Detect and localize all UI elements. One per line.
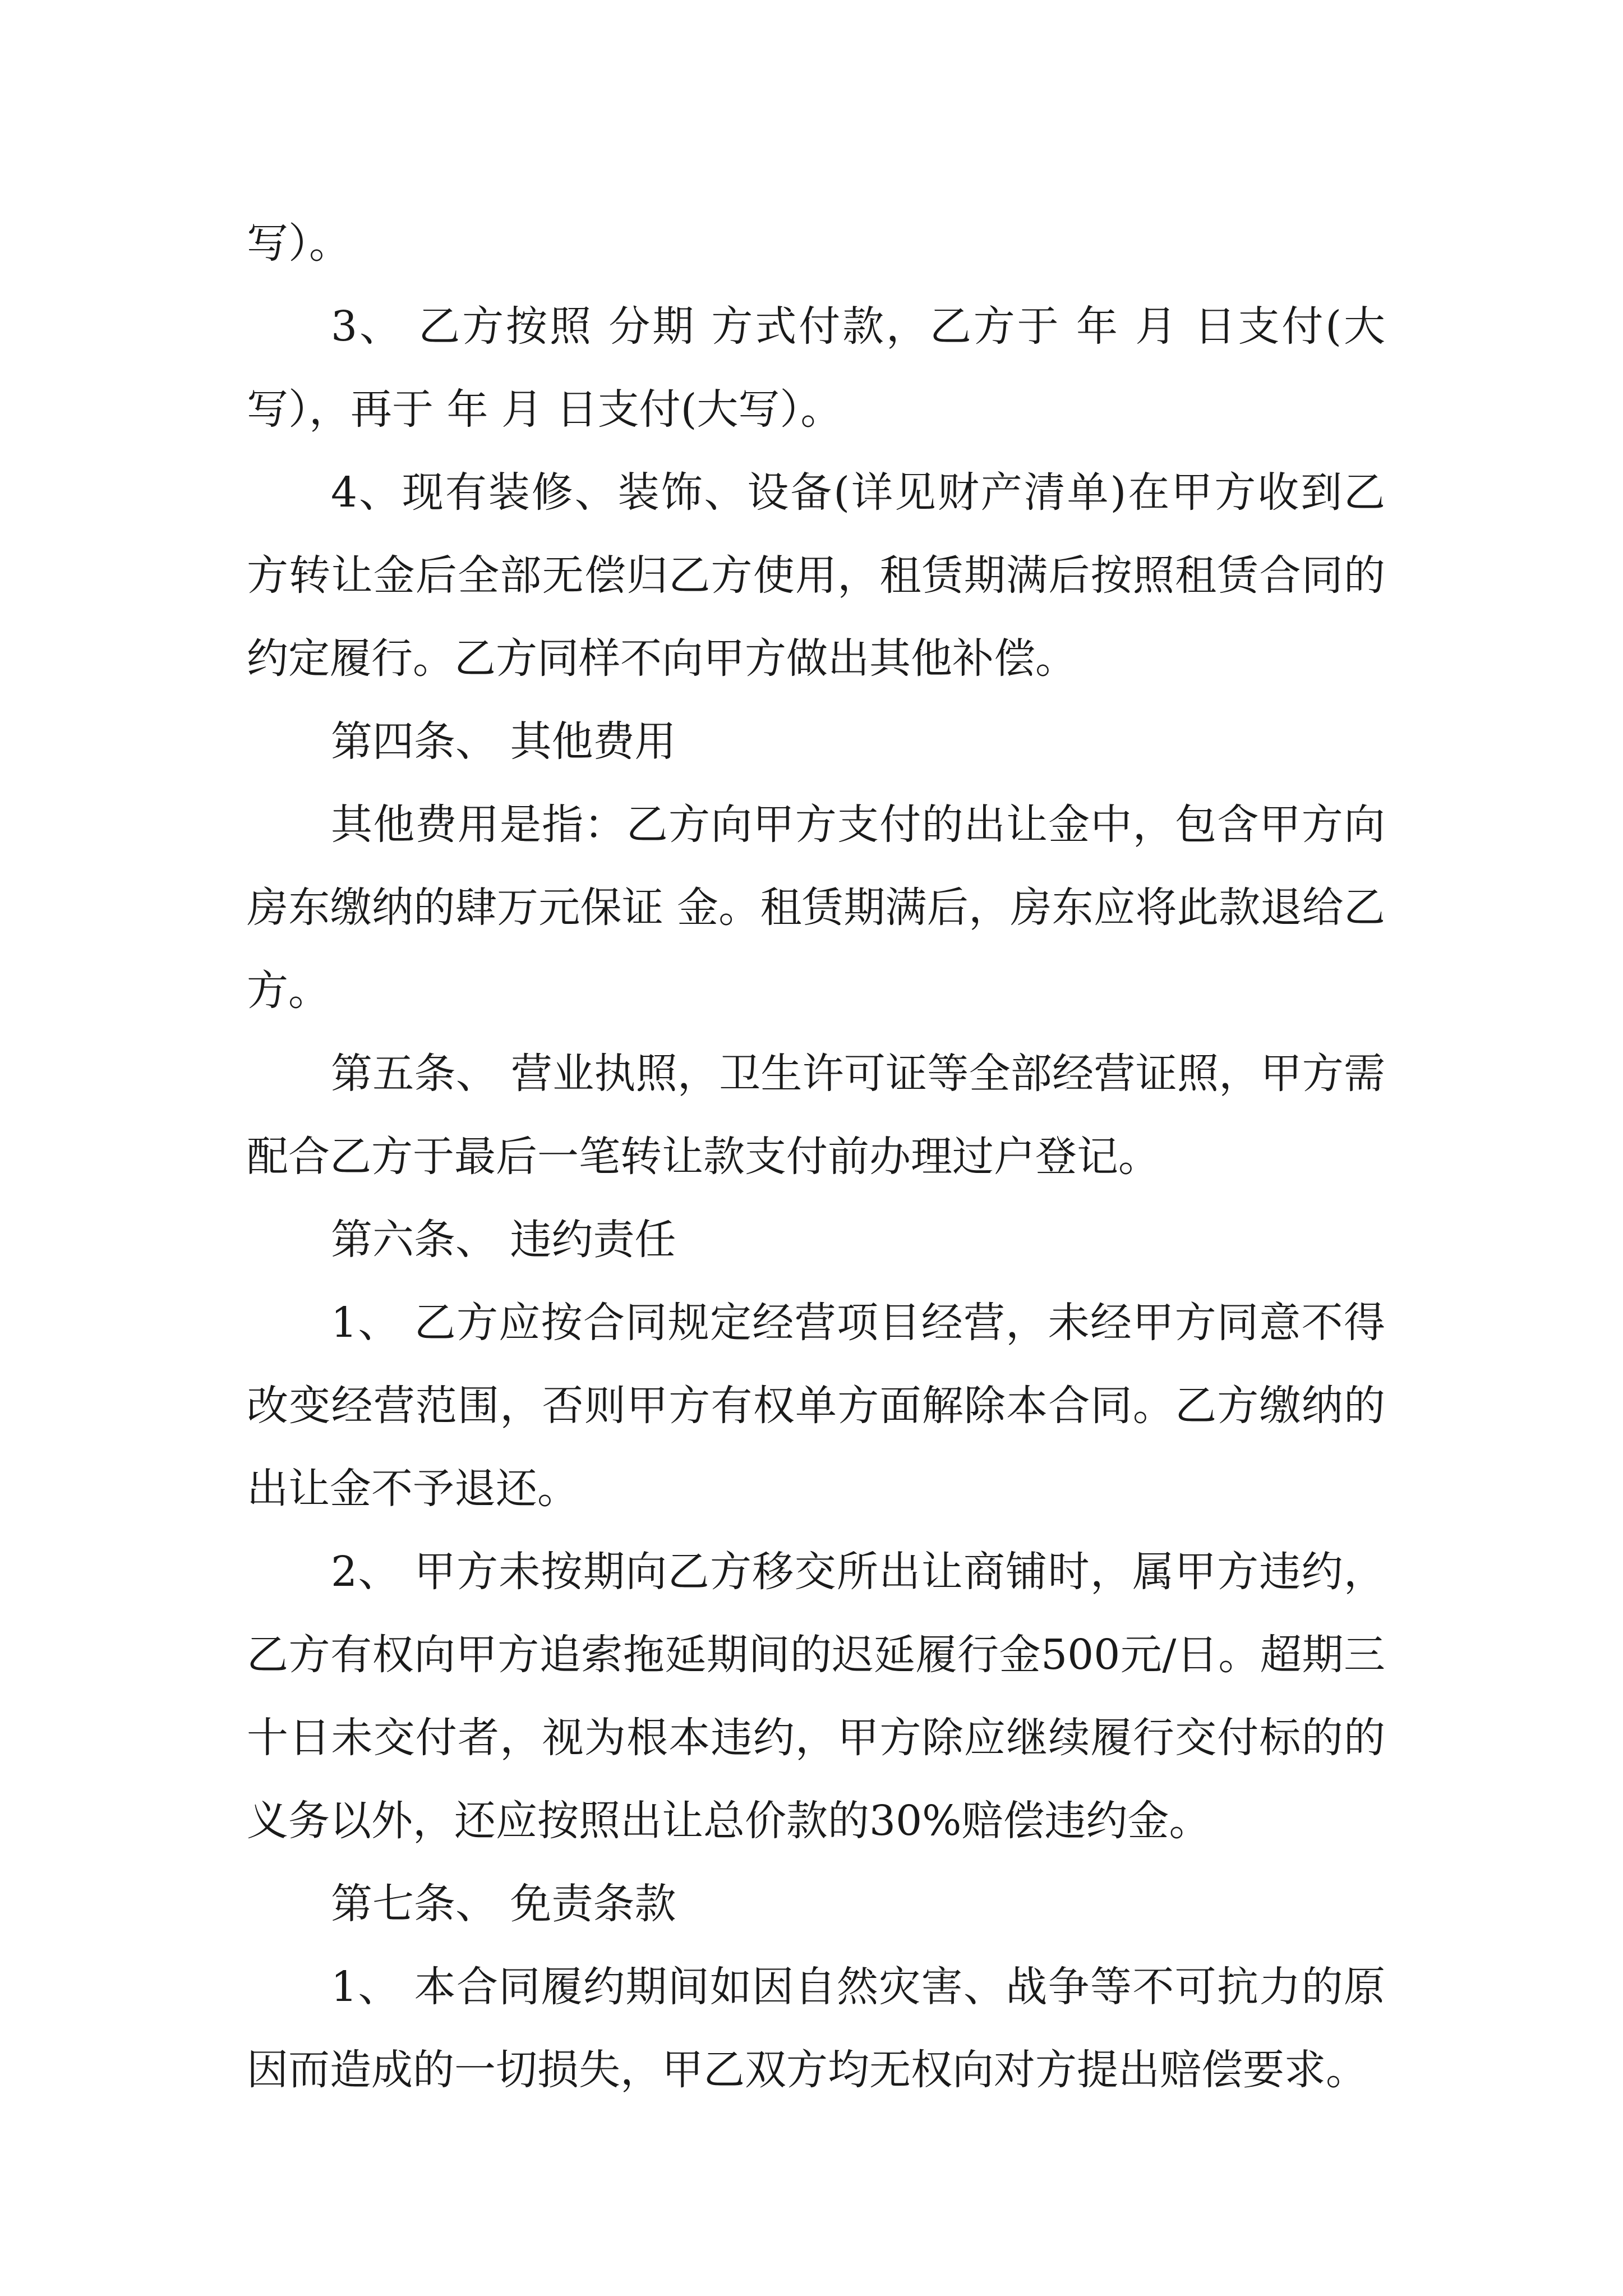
heading-article-6: 第六条、 违约责任 [331, 1216, 676, 1264]
heading-article-7: 第七条、 免责条款 [331, 1880, 676, 1928]
paragraph-other-fees: 其他费用是指：乙方向甲方支付的出让金中，包含甲方向房东缴纳的肆万元保证 金。租赁期满后，房东应将此款退给乙方。 [247, 800, 1385, 1015]
paragraph-clause-3-payment: 3、 乙方按照 分期 方式付款，乙方于 年 月 日支付(大 写），再于 年 月 日支付(大写）。 [247, 302, 1385, 434]
heading-article-4: 第四条、 其他费用 [331, 717, 676, 766]
paragraph-breach-2: 2、 甲方未按期向乙方移交所出让商铺时，属甲方违约，乙方有权向甲方追索拖延期间的迟延履行金500元/日。超期三十日未交付者，视为根本违约，甲方除应继续履行交付标的的义务以外，还应按照出让总价款的30%赔偿违约金。 [247, 1548, 1385, 1845]
paragraph-breach-1: 1、 乙方应按合同规定经营项目经营，未经甲方同意不得改变经营范围，否则甲方有权单方面解除本合同。乙方缴纳的出让金不予退还。 [247, 1299, 1385, 1513]
document-body [247, 202, 1385, 2111]
paragraph-force-majeure: 1、 本合同履约期间如因自然灾害、战争等不可抗力的原因而造成的一切损失，甲乙双方均无权向对方提出赔偿要求。 [247, 1963, 1385, 2094]
paragraph-article-5-licenses: 第五条、 营业执照，卫生许可证等全部经营证照，甲方需配合乙方于最后一笔转让款支付前办理过户登记。 [247, 1050, 1385, 1181]
paragraph-continuation: 写）。 [247, 219, 351, 268]
paragraph-clause-4-fixtures: 4、现有装修、装饰、设备(详见财产清单)在甲方收到乙方转让金后全部无偿归乙方使用，租赁期满后按照租赁合同的约定履行。乙方同样不向甲方做出其他补偿。 [247, 468, 1385, 683]
